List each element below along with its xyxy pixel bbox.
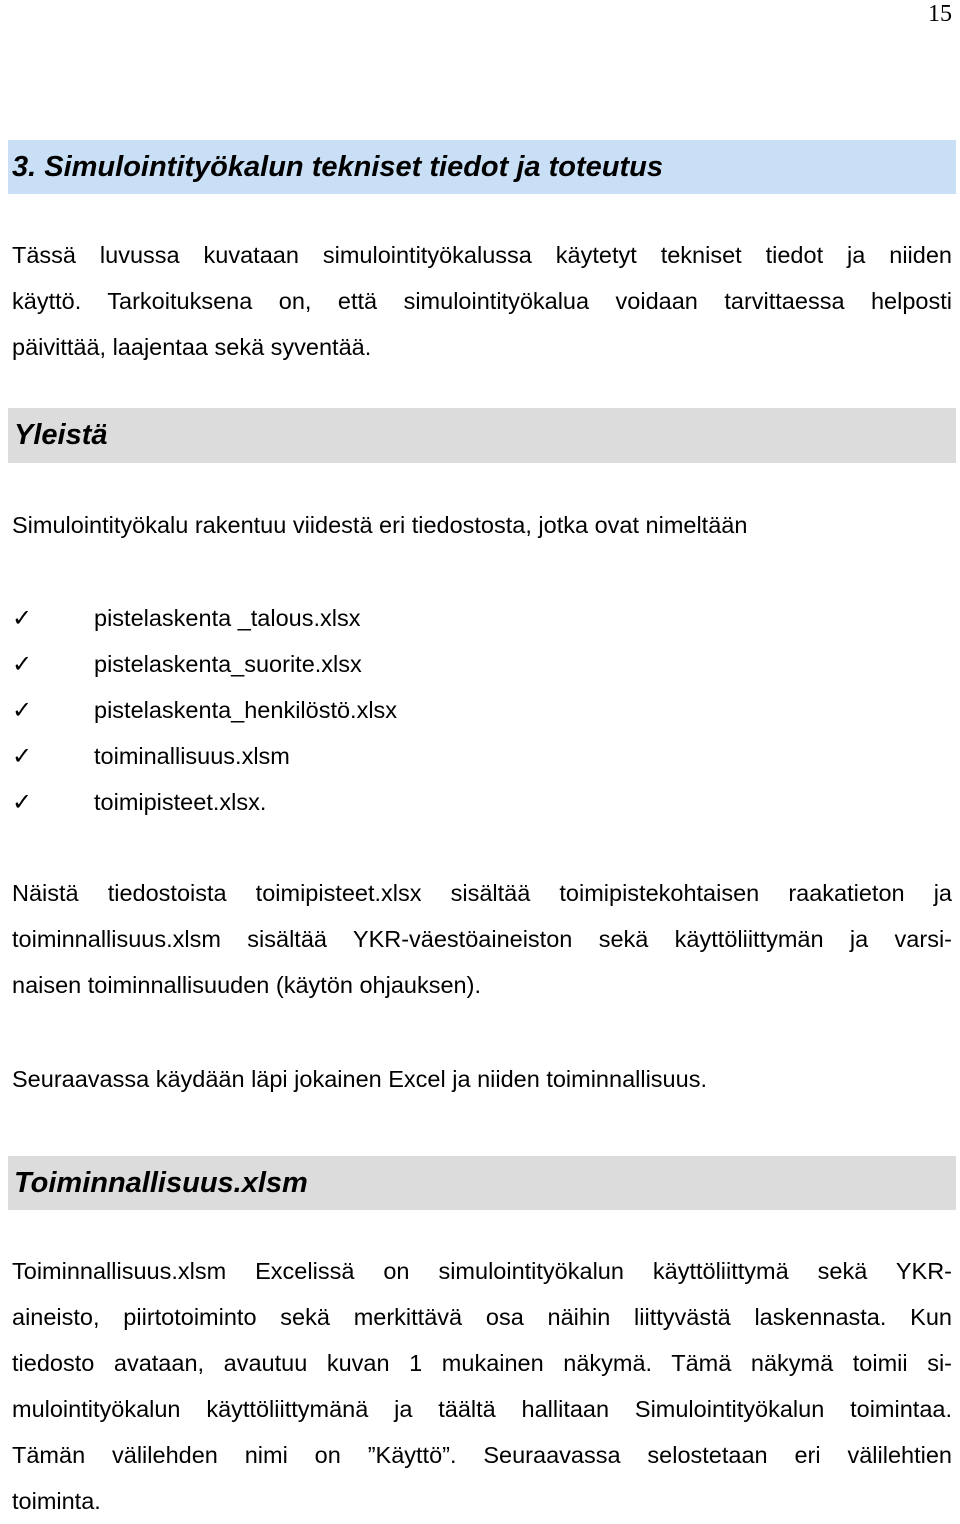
paragraph-line: aineisto, piirtotoiminto sekä merkittävä osa näihin liittyvästä laskennasta. Kun bbox=[12, 1304, 952, 1330]
list-item bbox=[12, 595, 397, 641]
paragraph-line: toiminta. bbox=[12, 1488, 101, 1514]
file-name: pistelaskenta_henkilöstö.xlsx bbox=[94, 697, 398, 723]
file-list bbox=[12, 595, 397, 825]
paragraph-line: Tämän välilehden nimi on ”Käyttö”. Seuraavassa selostetaan eri välilehtien bbox=[12, 1442, 952, 1468]
file-name: pistelaskenta _talous.xlsx bbox=[94, 605, 361, 631]
file-name: toiminallisuus.xlsm bbox=[94, 743, 290, 769]
check-icon: ✓ bbox=[12, 696, 33, 724]
list-item bbox=[12, 641, 397, 687]
paragraph-line: Näistä tiedostoista toimipisteet.xlsx sisältää toimipistekohtaisen raakatieton ja bbox=[12, 880, 952, 906]
functionality-paragraph bbox=[12, 1248, 952, 1524]
file-name: pistelaskenta_suorite.xlsx bbox=[94, 651, 362, 677]
page-number: 15 bbox=[928, 1, 952, 27]
list-item bbox=[12, 687, 397, 733]
check-icon: ✓ bbox=[12, 788, 33, 816]
chapter-heading: 3. Simulointityökalun tekniset tiedot ja toteutus bbox=[8, 140, 956, 194]
intro-line: Tässä luvussa kuvataan simulointityökalussa käytetyt tekniset tiedot ja niiden bbox=[12, 242, 952, 268]
next-paragraph: Seuraavassa käydään läpi jokainen Excel ja niiden toiminnallisuus. bbox=[12, 1066, 707, 1092]
files-description-paragraph bbox=[12, 870, 952, 1008]
paragraph-line: mulointityökalun käyttöliittymänä ja täältä hallitaan Simulointityökalun toimintaa. bbox=[12, 1396, 952, 1422]
file-name: toimipisteet.xlsx. bbox=[94, 789, 267, 815]
paragraph-line: toiminnallisuus.xlsm sisältää YKR-väestöaineiston sekä käyttöliittymän ja varsi- bbox=[12, 926, 952, 952]
intro-line: päivittää, laajentaa sekä syventää. bbox=[12, 334, 372, 360]
paragraph-line: naisen toiminnallisuuden (käytön ohjauksen). bbox=[12, 972, 481, 998]
check-icon: ✓ bbox=[12, 604, 33, 632]
check-icon: ✓ bbox=[12, 650, 33, 678]
intro-paragraph bbox=[12, 232, 952, 370]
paragraph-line: Toiminnallisuus.xlsm Excelissä on simulointityökalun käyttöliittymä sekä YKR- bbox=[12, 1258, 952, 1284]
section-heading-functionality: Toiminnallisuus.xlsm bbox=[8, 1156, 956, 1210]
intro-line: käyttö. Tarkoituksena on, että simulointityökalua voidaan tarvittaessa helposti bbox=[12, 288, 952, 314]
list-item bbox=[12, 779, 397, 825]
paragraph-line: tiedosto avataan, avautuu kuvan 1 mukainen näkymä. Tämä näkymä toimii si- bbox=[12, 1350, 952, 1376]
section-heading-general: Yleistä bbox=[8, 408, 956, 463]
list-item bbox=[12, 733, 397, 779]
check-icon: ✓ bbox=[12, 742, 33, 770]
files-intro: Simulointityökalu rakentuu viidestä eri tiedostosta, jotka ovat nimeltään bbox=[12, 512, 748, 538]
